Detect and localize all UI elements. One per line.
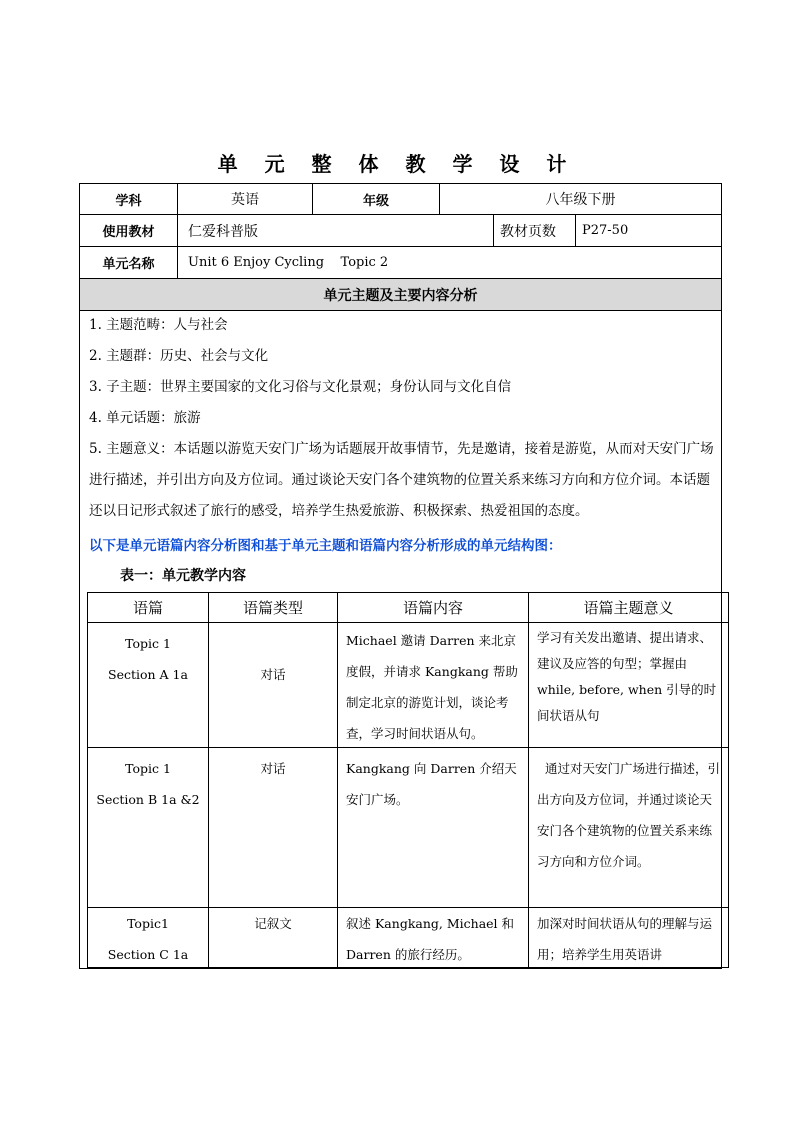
section-intro: 以下是单元语篇内容分析图和基于单元主题和语篇内容分析形成的单元结构图： (89, 538, 562, 554)
subject-value: 英语 (177, 183, 313, 215)
table-row (87, 907, 209, 968)
table-header: 语篇主题意义 (528, 592, 729, 623)
pages-value: P27-50 (575, 214, 722, 247)
table-row (87, 622, 209, 748)
passage-topic: Topic 1 (125, 761, 171, 776)
textbook-label: 使用教材 (79, 214, 178, 247)
passage-content: Michael 邀请 Darren 来北京度假，并请求 Kangkang 帮助制定北京的游览计划，谈论考查，学习时间状语从句。 (337, 622, 529, 748)
table-row (87, 747, 209, 908)
passage-topic: Topic1 (127, 916, 169, 931)
passage-topic: Topic 1 (125, 636, 171, 651)
analysis-item: 1. 主题范畴：人与社会 (89, 317, 228, 333)
analysis-item: 4. 单元话题：旅游 (89, 410, 201, 426)
passage-section: Section B 1a &2 (96, 792, 200, 807)
page-title: 单 元 整 体 教 学 设 计 (217, 152, 577, 176)
passage-section: Section A 1a (108, 667, 188, 682)
passage-type: 对话 (208, 747, 338, 908)
table-label: 表一：单元教学内容 (120, 568, 246, 584)
grade-label: 年级 (312, 183, 440, 215)
passage-section: Section C 1a (107, 947, 189, 962)
passage-type: 对话 (208, 622, 338, 748)
subject-label: 学科 (79, 183, 178, 215)
analysis-item-theme-meaning: 5. 主题意义：本话题以游览天安门广场为话题展开故事情节，先是邀请，接着是游览，从而对天安门广场进行描述，并引出方向及方位词。通过谈论天安门各个建筑物的位置关系来练习方向和方位介词。本话题还以日记形式叙述了旅行的感受，培养学生热爱旅游、积极探索、热爱祖国的态度。 (89, 441, 714, 519)
passage-meaning: 加深对时间状语从句的理解与运用；培养学生用英语讲 (528, 907, 729, 968)
passage-meaning: 通过对天安门广场进行描述，引出方向及方位词，并通过谈论天安门各个建筑物的位置关系来练习方向和方位介词。 (528, 747, 729, 908)
analysis-item: 3. 子主题：世界主要国家的文化习俗与文化景观；身份认同与文化自信 (89, 379, 512, 395)
passage-meaning: 学习有关发出邀请、提出请求、建议及应答的句型；掌握由 while, before, when 引导的时间状语从句 (528, 622, 729, 748)
unit-label: 单元名称 (79, 246, 178, 279)
pages-label: 教材页数 (493, 214, 576, 247)
table-header: 语篇内容 (337, 592, 529, 623)
analysis-item: 2. 主题群：历史、社会与文化 (89, 348, 269, 364)
table-header: 语篇 (87, 592, 209, 623)
grade-value: 八年级下册 (439, 183, 722, 215)
passage-type: 记叙文 (208, 907, 338, 968)
analysis-header: 单元主题及主要内容分析 (79, 278, 722, 311)
unit-value: Unit 6 Enjoy Cycling Topic 2 (177, 246, 722, 279)
textbook-value: 仁爱科普版 (177, 214, 494, 247)
passage-content: 叙述 Kangkang, Michael 和 Darren 的旅行经历。 (337, 907, 529, 968)
table-header: 语篇类型 (208, 592, 338, 623)
passage-content: Kangkang 向 Darren 介绍天安门广场。 (337, 747, 529, 908)
content-table (87, 592, 729, 968)
